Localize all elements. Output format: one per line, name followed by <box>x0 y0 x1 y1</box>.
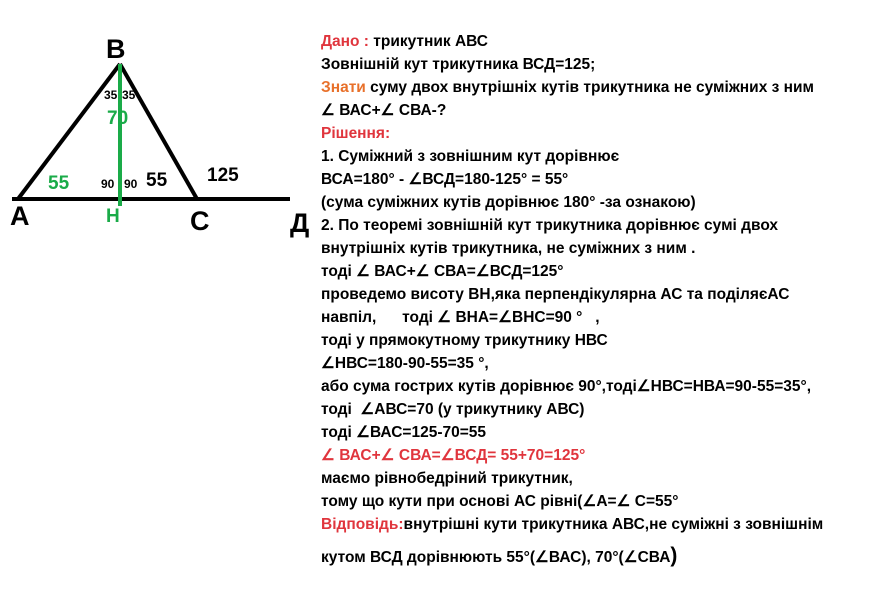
find-label: Знати <box>321 79 366 96</box>
answer-line-2 <box>321 536 876 572</box>
step-line-4: 2. По теоремі зовнішній кут трикутника дорівнює сумі двох <box>321 217 779 234</box>
step-line-2: ВСА=180° - ∠ВСД=180-125° = 55° <box>321 171 569 188</box>
step-line-10: ∠НВС=180-90-55=35 °, <box>321 355 489 372</box>
angle-label-hbc: 35 <box>122 88 136 102</box>
given-text: трикутник АВС <box>368 33 488 50</box>
angle-label-bca: 55 <box>146 170 168 191</box>
angle-label-bha: 90 <box>101 177 115 191</box>
triangle-svg <box>0 0 320 260</box>
step-line-3: (сума суміжних кутів дорівнює 180° -за ознакою) <box>321 194 696 211</box>
answer-line-2-text: кутом ВСД дорівнюють 55°(∠ВАС), 70°(∠СВА <box>321 549 671 566</box>
step-line-9: тоді у прямокутному трикутнику НВС <box>321 332 608 349</box>
angle-label-abh: 35 <box>104 88 118 102</box>
step-line-8: навпіл, тоді ∠ ВНА=∠ВНС=90 ° , <box>321 309 600 326</box>
step-line-13: тоді ∠ВАС=125-70=55 <box>321 424 487 441</box>
exterior-line: Зовнішній кут трикутника ВСД=125; <box>321 56 596 73</box>
vertex-label-c: C <box>190 206 210 236</box>
answer-text: внутрішні кути трикутника АВС,не суміжні з зовнішнім <box>403 516 824 533</box>
step-line-5: внутрішніх кутів трикутника, не суміжних з ним . <box>321 240 696 257</box>
answer-line <box>321 513 876 536</box>
step-line-16: тому що кути при основі АС рівні(∠А=∠ С=55° <box>321 493 679 510</box>
answer-close-paren: ) <box>670 544 678 567</box>
triangle-diagram <box>0 0 320 260</box>
vertex-label-d: Д <box>290 208 310 238</box>
angle-label-abc: 70 <box>107 108 129 129</box>
angle-label-bhc: 90 <box>124 177 138 191</box>
step-line-14: ∠ ВАС+∠ СВА=∠ВСД= 55+70=125° <box>321 447 586 464</box>
step-line-11: або сума гострих кутів дорівнює 90°,тоді∠НВС=НВА=90-55=35°, <box>321 378 811 395</box>
solution-label: Рішення: <box>321 125 391 142</box>
step-line-6: тоді ∠ ВАС+∠ СВА=∠ВСД=125° <box>321 263 564 280</box>
find-expression: ∠ ВАС+∠ СВА-? <box>321 102 447 119</box>
step-line-7: проведемо висоту ВН,яка перпендікулярна АС та поділяєАС <box>321 286 790 303</box>
step-line-1: 1. Суміжний з зовнішним кут дорівнює <box>321 148 620 165</box>
vertex-label-a: A <box>10 201 30 231</box>
solution-text <box>321 30 876 572</box>
step-line-12: тоді ∠АВС=70 (у трикутнику АВС) <box>321 401 585 418</box>
find-text: суму двох внутрішніх кутів трикутника не суміжних з ним <box>365 79 814 96</box>
find-line <box>321 76 876 99</box>
given-label: Дано : <box>321 33 369 50</box>
step-line-15: маємо рівнобедріний трикутник, <box>321 470 573 487</box>
angle-label-bcd: 125 <box>207 165 239 186</box>
angle-label-bah: 55 <box>48 173 70 194</box>
answer-label: Відповідь: <box>321 516 404 533</box>
given-line <box>321 30 876 53</box>
vertex-label-b: B <box>106 34 126 64</box>
vertex-label-h: Н <box>106 206 120 227</box>
